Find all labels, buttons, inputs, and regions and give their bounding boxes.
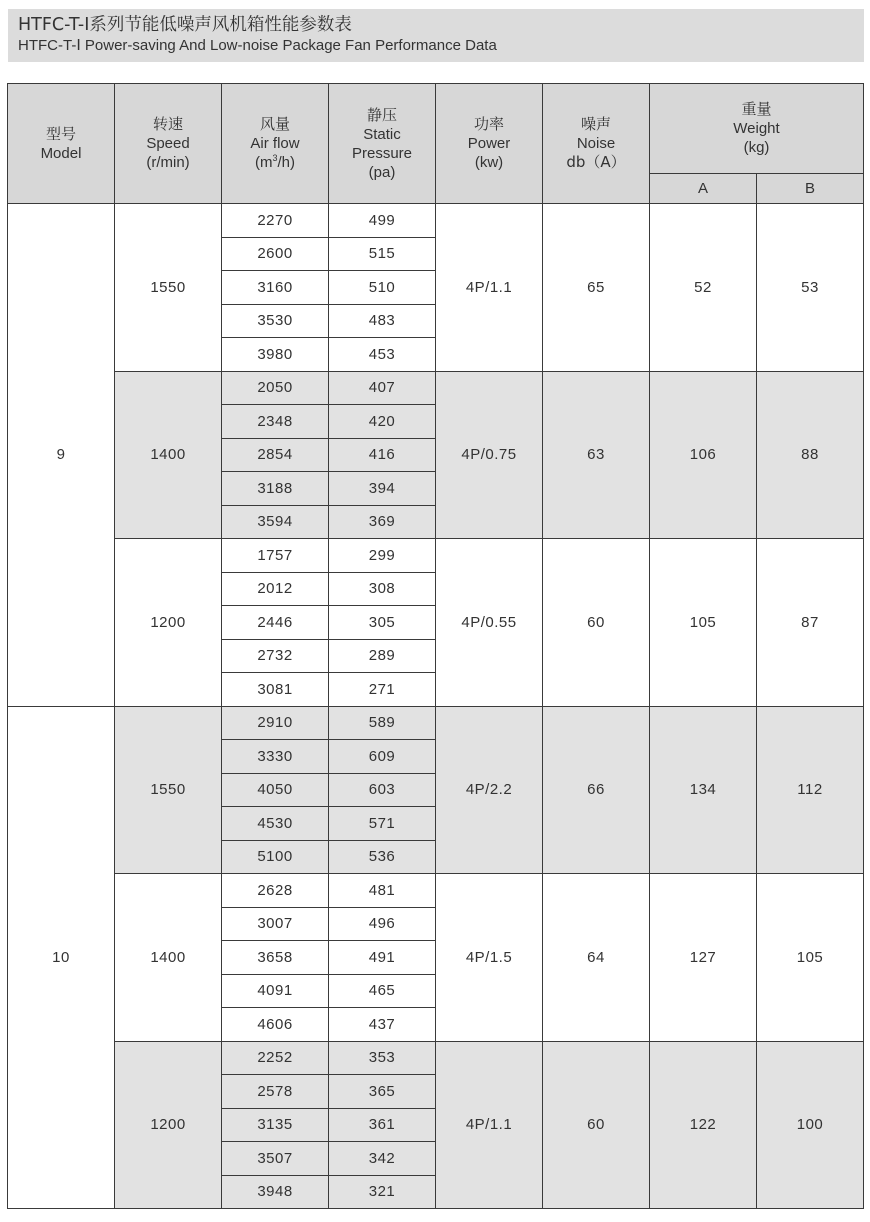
weight-a-cell: 122 — [650, 1041, 757, 1209]
airflow-cell: 4606 — [222, 1008, 329, 1042]
weight-b-cell: 112 — [757, 706, 864, 874]
airflow-cell: 2628 — [222, 874, 329, 908]
pressure-cell: 499 — [329, 204, 436, 238]
table-row — [8, 539, 864, 573]
airflow-cell: 2910 — [222, 706, 329, 740]
speed-cell: 1400 — [115, 371, 222, 539]
header-airflow-unit — [222, 153, 328, 172]
pressure-cell: 465 — [329, 974, 436, 1008]
header-model-cn: 型号 — [45, 124, 76, 143]
airflow-cell: 2578 — [222, 1075, 329, 1109]
pressure-cell: 437 — [329, 1008, 436, 1042]
airflow-cell: 3658 — [222, 941, 329, 975]
weight-b-cell: 87 — [757, 539, 864, 707]
header-weight — [650, 84, 864, 174]
table-body — [8, 204, 864, 1209]
header-airflow — [222, 84, 329, 204]
power-cell: 4P/1.1 — [436, 1041, 543, 1209]
pressure-cell: 361 — [329, 1108, 436, 1142]
airflow-cell: 2600 — [222, 237, 329, 271]
pressure-cell: 609 — [329, 740, 436, 774]
header-speed-en: Speed — [146, 135, 190, 152]
table-row — [8, 204, 864, 238]
table-row — [8, 706, 864, 740]
pressure-cell: 510 — [329, 271, 436, 305]
pressure-cell: 603 — [329, 773, 436, 807]
pressure-cell: 481 — [329, 874, 436, 908]
header-pressure — [329, 84, 436, 204]
header-speed — [115, 84, 222, 204]
noise-cell: 63 — [543, 371, 650, 539]
airflow-cell: 3081 — [222, 673, 329, 707]
pressure-cell: 515 — [329, 237, 436, 271]
weight-a-cell: 134 — [650, 706, 757, 874]
airflow-cell: 2050 — [222, 371, 329, 405]
speed-cell: 1200 — [115, 1041, 222, 1209]
table-header — [8, 84, 864, 204]
airflow-cell: 3980 — [222, 338, 329, 372]
header-noise-cn: 噪声 — [580, 115, 611, 133]
pressure-cell: 407 — [329, 371, 436, 405]
pressure-cell: 299 — [329, 539, 436, 573]
pressure-cell: 416 — [329, 438, 436, 472]
pressure-cell: 305 — [329, 606, 436, 640]
power-cell: 4P/1.5 — [436, 874, 543, 1042]
noise-cell: 60 — [543, 1041, 650, 1209]
pressure-cell: 271 — [329, 673, 436, 707]
airflow-cell: 3948 — [222, 1175, 329, 1209]
header-pressure-unit: (pa) — [368, 163, 396, 181]
weight-b-cell: 53 — [757, 204, 864, 372]
airflow-cell: 4091 — [222, 974, 329, 1008]
weight-a-cell: 106 — [650, 371, 757, 539]
power-cell: 4P/0.75 — [436, 371, 543, 539]
airflow-cell: 5100 — [222, 840, 329, 874]
pressure-cell: 589 — [329, 706, 436, 740]
pressure-cell: 289 — [329, 639, 436, 673]
pressure-cell: 571 — [329, 807, 436, 841]
pressure-cell: 483 — [329, 304, 436, 338]
airflow-cell: 1757 — [222, 539, 329, 573]
title-bar — [8, 9, 864, 62]
noise-cell: 66 — [543, 706, 650, 874]
speed-cell: 1200 — [115, 539, 222, 707]
airflow-cell: 3594 — [222, 505, 329, 539]
airflow-cell: 3507 — [222, 1142, 329, 1176]
pressure-cell: 365 — [329, 1075, 436, 1109]
header-noise-en: Noise — [576, 135, 616, 152]
airflow-cell: 3160 — [222, 271, 329, 305]
airflow-cell: 2446 — [222, 606, 329, 640]
header-pressure-en2: Pressure — [351, 144, 413, 162]
speed-cell: 1550 — [115, 706, 222, 874]
table-row — [8, 874, 864, 908]
table-row — [8, 1041, 864, 1075]
header-power-unit: (kw) — [474, 154, 504, 171]
header-model — [8, 84, 115, 204]
performance-table — [7, 83, 864, 1209]
header-speed-unit: (r/min) — [146, 154, 190, 171]
header-model-en: Model — [40, 144, 82, 162]
airflow-cell: 3135 — [222, 1108, 329, 1142]
pressure-cell: 536 — [329, 840, 436, 874]
weight-a-cell: 52 — [650, 204, 757, 372]
airflow-unit-sup: 3 — [272, 153, 278, 163]
pressure-cell: 353 — [329, 1041, 436, 1075]
header-pressure-en1: Static — [363, 125, 401, 143]
airflow-cell: 3530 — [222, 304, 329, 338]
power-cell: 4P/1.1 — [436, 204, 543, 372]
table-row — [8, 371, 864, 405]
pressure-cell: 342 — [329, 1142, 436, 1176]
pressure-cell: 420 — [329, 405, 436, 439]
airflow-cell: 3188 — [222, 472, 329, 506]
weight-b-cell: 100 — [757, 1041, 864, 1209]
pressure-cell: 491 — [329, 941, 436, 975]
header-airflow-en: Air flow — [250, 135, 300, 152]
header-noise-unit: db（A） — [566, 153, 626, 171]
weight-b-cell: 88 — [757, 371, 864, 539]
airflow-cell: 2012 — [222, 572, 329, 606]
header-weight-b: B — [757, 174, 864, 204]
airflow-cell: 2732 — [222, 639, 329, 673]
header-noise — [543, 84, 650, 204]
power-cell: 4P/0.55 — [436, 539, 543, 707]
speed-cell: 1400 — [115, 874, 222, 1042]
weight-b-cell: 105 — [757, 874, 864, 1042]
pressure-cell: 496 — [329, 907, 436, 941]
header-weight-cn: 重量 — [741, 100, 772, 118]
airflow-cell: 2348 — [222, 405, 329, 439]
airflow-cell: 4530 — [222, 807, 329, 841]
noise-cell: 60 — [543, 539, 650, 707]
header-power-en: Power — [467, 135, 511, 152]
airflow-cell: 3330 — [222, 740, 329, 774]
header-airflow-cn: 风量 — [259, 115, 290, 133]
power-cell: 4P/2.2 — [436, 706, 543, 874]
header-power-cn: 功率 — [473, 115, 504, 133]
airflow-unit-pre: (m — [254, 154, 273, 171]
header-weight-en: Weight — [733, 120, 780, 137]
header-weight-unit: (kg) — [743, 139, 770, 156]
pressure-cell: 321 — [329, 1175, 436, 1209]
noise-cell: 65 — [543, 204, 650, 372]
pressure-cell: 394 — [329, 472, 436, 506]
header-weight-a: A — [650, 174, 757, 204]
airflow-unit-post: /h) — [277, 154, 296, 171]
speed-cell: 1550 — [115, 204, 222, 372]
model-cell: 10 — [8, 706, 115, 1209]
airflow-cell: 2252 — [222, 1041, 329, 1075]
title-english: HTFC-T-Ⅰ Power-saving And Low-noise Package Fan Performance Data — [18, 37, 497, 54]
airflow-cell: 4050 — [222, 773, 329, 807]
header-power — [436, 84, 543, 204]
pressure-cell: 369 — [329, 505, 436, 539]
model-cell: 9 — [8, 204, 115, 707]
weight-a-cell: 127 — [650, 874, 757, 1042]
pressure-cell: 308 — [329, 572, 436, 606]
header-speed-cn: 转速 — [152, 115, 183, 133]
title-chinese: HTFC-T-Ⅰ系列节能低噪声风机箱性能参数表 — [18, 15, 352, 35]
weight-a-cell: 105 — [650, 539, 757, 707]
airflow-cell: 2854 — [222, 438, 329, 472]
pressure-cell: 453 — [329, 338, 436, 372]
airflow-cell: 2270 — [222, 204, 329, 238]
header-pressure-cn: 静压 — [366, 105, 397, 124]
noise-cell: 64 — [543, 874, 650, 1042]
airflow-cell: 3007 — [222, 907, 329, 941]
